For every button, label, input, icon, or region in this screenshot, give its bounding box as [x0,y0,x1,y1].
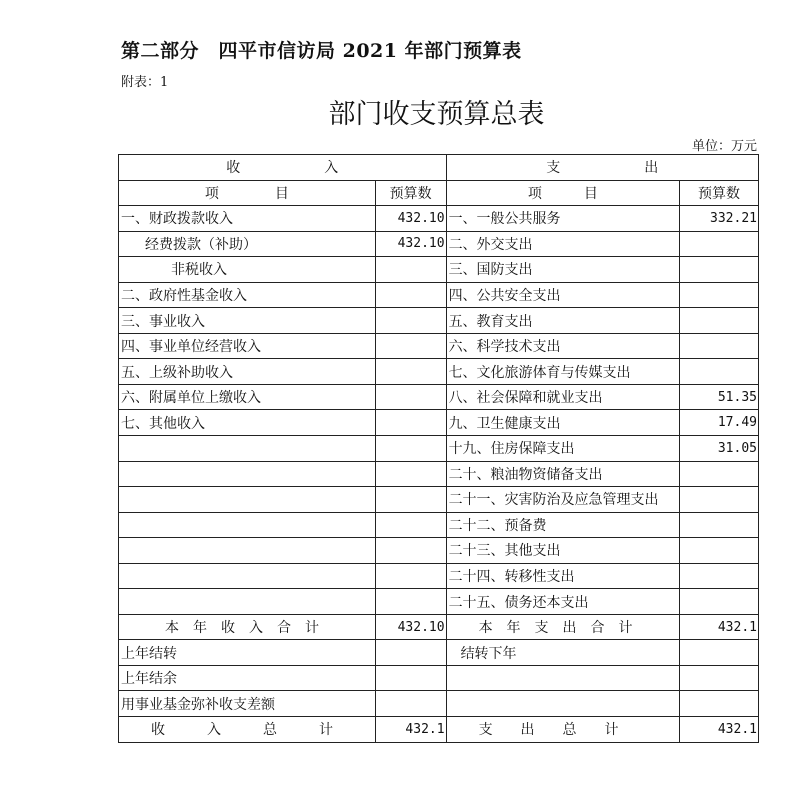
expense-label: 十九、住房保障支出 [446,436,680,462]
income-budget-header: 预算数 [375,180,446,206]
income-value [375,359,446,385]
carry-expense-label [446,665,680,691]
income-label: 六、附属单位上缴收入 [119,384,376,410]
expense-value [680,512,759,538]
carry-income-label: 上年结转 [119,640,376,666]
income-label [119,487,376,513]
expense-label: 四、公共安全支出 [446,282,680,308]
income-value: 432.10 [375,206,446,232]
budget-table [118,154,759,743]
carry-income-value [375,665,446,691]
carry-expense-value [680,691,759,717]
expense-grand-total-label: 支 出 总 计 [446,717,680,743]
expense-label: 一、一般公共服务 [446,206,680,232]
income-label: 二、政府性基金收入 [119,282,376,308]
income-label: 一、财政拨款收入 [119,206,376,232]
table-row [119,308,759,334]
income-label: 三、事业收入 [119,308,376,334]
table-row [119,436,759,462]
expense-label: 二十五、债务还本支出 [446,589,680,615]
income-value [375,461,446,487]
income-label: 四、事业单位经营收入 [119,333,376,359]
grand-total-row [119,717,759,743]
table-row [119,231,759,257]
expense-label: 二十一、灾害防治及应急管理支出 [446,487,680,513]
page-title: 部门收支预算总表 [328,99,545,130]
expense-label: 六、科学技术支出 [446,333,680,359]
expense-grand-total-value: 432.1 [680,717,759,743]
table-row [119,461,759,487]
expense-label: 五、教育支出 [446,308,680,334]
expense-label: 二十二、预备费 [446,512,680,538]
expense-value [680,563,759,589]
annual-expense-total-value: 432.1 [680,614,759,640]
carry-row [119,691,759,717]
income-grand-total-label: 收 入 总 计 [119,717,376,743]
annual-total-row [119,614,759,640]
carry-row [119,640,759,666]
income-label [119,512,376,538]
table-row [119,257,759,283]
table-row [119,563,759,589]
income-item-header: 项 目 [119,180,376,206]
income-label [119,538,376,564]
table-header-row [119,155,759,181]
carry-expense-label: 结转下年 [446,640,680,666]
expense-value [680,333,759,359]
carry-income-value [375,691,446,717]
income-value [375,257,446,283]
part-title: 第二部分 四平市信访局 2021 年部门预算表 [121,40,522,62]
income-value [375,282,446,308]
expense-budget-header: 预算数 [680,180,759,206]
expense-label: 七、文化旅游体育与传媒支出 [446,359,680,385]
income-value [375,384,446,410]
table-row [119,512,759,538]
annual-expense-total-label: 本 年 支 出 合 计 [446,614,680,640]
income-value [375,333,446,359]
table-row [119,589,759,615]
expense-value: 332.21 [680,206,759,232]
expense-label: 二十三、其他支出 [446,538,680,564]
income-label: 七、其他收入 [119,410,376,436]
expense-value [680,589,759,615]
income-value [375,589,446,615]
income-value [375,308,446,334]
expense-value [680,257,759,283]
income-label: 五、上级补助收入 [119,359,376,385]
income-value [375,410,446,436]
table-row [119,384,759,410]
expense-label: 八、社会保障和就业支出 [446,384,680,410]
income-value [375,538,446,564]
attachment-label: 附表：1 [121,75,169,90]
income-label [119,436,376,462]
expense-label: 三、国防支出 [446,257,680,283]
income-label: 经费拨款（补助） [119,231,376,257]
expense-value [680,461,759,487]
table-row [119,487,759,513]
carry-income-label: 上年结余 [119,665,376,691]
table-row [119,359,759,385]
table-subheader-row [119,180,759,206]
expense-value: 17.49 [680,410,759,436]
expense-header: 支 出 [446,155,758,181]
income-value [375,512,446,538]
income-label: 非税收入 [119,257,376,283]
expense-value [680,282,759,308]
carry-income-value [375,640,446,666]
carry-row [119,665,759,691]
expense-label: 二、外交支出 [446,231,680,257]
income-grand-total-value: 432.1 [375,717,446,743]
income-value [375,436,446,462]
expense-value [680,308,759,334]
expense-value [680,231,759,257]
carry-expense-value [680,640,759,666]
expense-label: 二十、粮油物资储备支出 [446,461,680,487]
unit-label: 单位：万元 [691,139,757,154]
expense-value [680,359,759,385]
annual-income-total-label: 本 年 收 入 合 计 [119,614,376,640]
carry-expense-label [446,691,680,717]
income-value [375,487,446,513]
income-label [119,563,376,589]
expense-value [680,538,759,564]
table-row [119,282,759,308]
table-row [119,410,759,436]
annual-income-total-value: 432.10 [375,614,446,640]
expense-value: 51.35 [680,384,759,410]
income-label [119,461,376,487]
carry-expense-value [680,665,759,691]
income-value [375,563,446,589]
table-row [119,333,759,359]
income-value: 432.10 [375,231,446,257]
expense-label: 二十四、转移性支出 [446,563,680,589]
income-header: 收 入 [119,155,447,181]
expense-label: 九、卫生健康支出 [446,410,680,436]
expense-item-header: 项 目 [446,180,680,206]
income-label [119,589,376,615]
expense-value [680,487,759,513]
expense-value: 31.05 [680,436,759,462]
table-row [119,206,759,232]
table-row [119,538,759,564]
carry-income-label: 用事业基金弥补收支差额 [119,691,376,717]
